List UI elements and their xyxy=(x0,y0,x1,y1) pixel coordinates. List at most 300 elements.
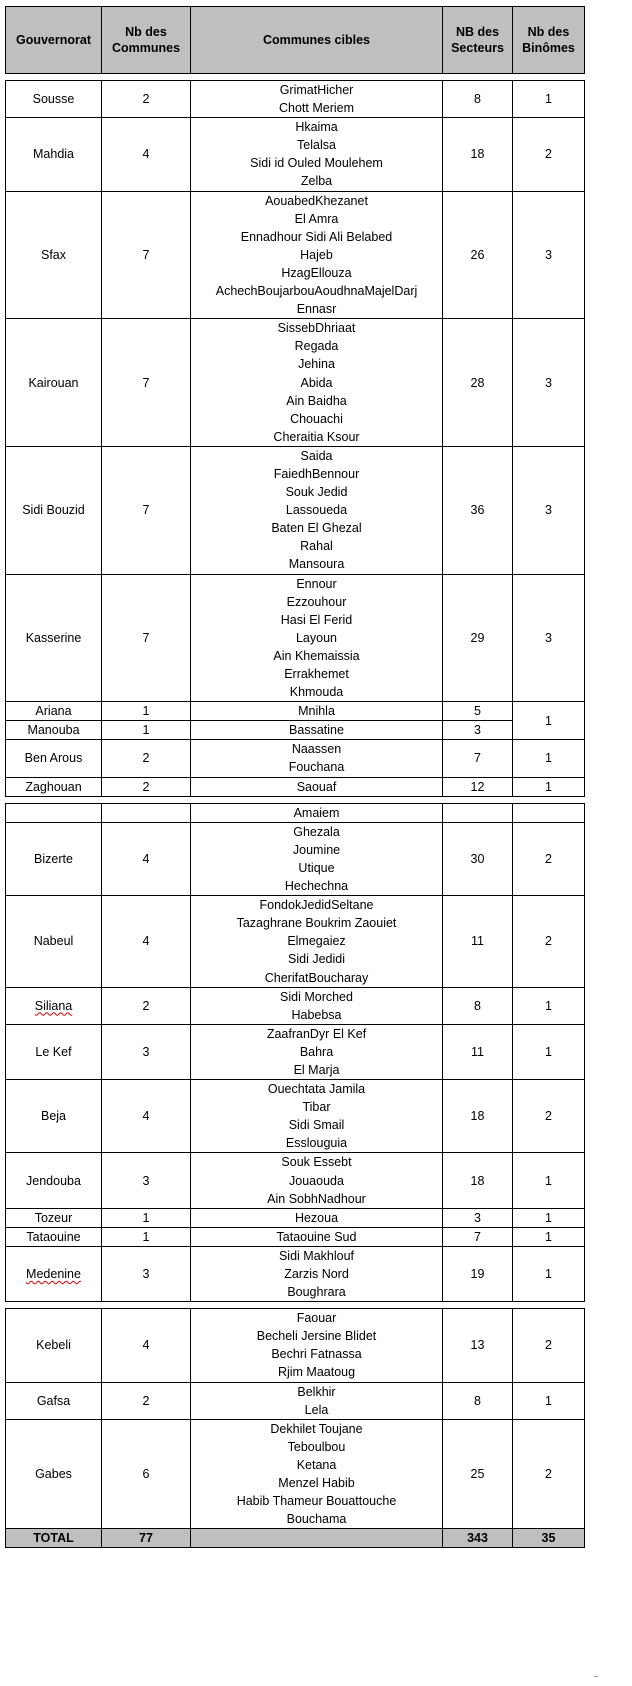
nb-binomes-cell xyxy=(513,822,585,895)
nb-binomes-cell-text: 1 xyxy=(545,779,552,794)
nb-binomes-cell xyxy=(513,740,585,777)
nb-binomes-cell xyxy=(513,777,585,796)
commune-name: ZaafranDyr El Kef xyxy=(266,1026,367,1041)
commune-name: Abida xyxy=(300,375,333,390)
nb-secteurs-cell xyxy=(443,1246,513,1301)
commune-name: Ghezala xyxy=(293,824,340,839)
gouvernorat-cell xyxy=(6,702,102,721)
table-row xyxy=(6,1227,585,1246)
commune-name: Ouechtata Jamila xyxy=(267,1082,366,1097)
commune-name: Khmouda xyxy=(289,685,344,700)
nb-secteurs-cell xyxy=(443,81,513,118)
nb-communes-cell-text: 2 xyxy=(142,92,150,107)
communes-cibles-cell xyxy=(191,803,443,822)
commune-name: Lassoueda xyxy=(285,503,348,518)
table-row xyxy=(6,803,585,822)
commune-name: HzagEllouza xyxy=(281,265,352,280)
nb-secteurs-cell-text: 7 xyxy=(474,1229,481,1244)
total-row xyxy=(6,1529,585,1548)
commune-name: Sidi Jedidi xyxy=(288,952,345,967)
commune-name: El Amra xyxy=(294,211,339,226)
nb-secteurs-cell-text: 30 xyxy=(470,851,485,866)
nb-secteurs-cell-text: 8 xyxy=(474,92,481,107)
nb-communes-cell xyxy=(102,1208,191,1227)
header-nb-secteurs-line2: Secteurs xyxy=(451,41,504,55)
gouvernorat-cell xyxy=(6,81,102,118)
gouvernorat-cell xyxy=(6,118,102,191)
commune-name: Bechri Fatnassa xyxy=(271,1347,362,1362)
nb-secteurs-cell xyxy=(443,702,513,721)
nb-binomes-cell xyxy=(513,987,585,1024)
nb-binomes-cell-text: 1 xyxy=(545,713,552,728)
communes-cibles-cell xyxy=(191,1246,443,1301)
nb-binomes-cell-text: 1 xyxy=(545,1173,552,1188)
nb-communes-cell-text: 1 xyxy=(142,723,150,738)
gouvernorat-cell xyxy=(6,446,102,574)
communes-cibles-cell xyxy=(191,1227,443,1246)
gouvernorat-cell xyxy=(6,1208,102,1227)
nb-communes-cell xyxy=(102,803,191,822)
nb-secteurs-cell-text: 29 xyxy=(470,630,485,645)
nb-secteurs-cell-text: 25 xyxy=(470,1466,485,1481)
commune-name: Ain SobhNadhour xyxy=(267,1191,366,1206)
table-row xyxy=(6,319,585,447)
commune-name: Sidi Morched xyxy=(280,989,353,1004)
nb-binomes-cell-text: 1 xyxy=(545,1393,552,1408)
nb-binomes-cell-text: 3 xyxy=(545,247,552,262)
gouvernorat-cell xyxy=(6,1024,102,1079)
commune-name: Joumine xyxy=(292,842,341,857)
nb-secteurs-cell xyxy=(443,118,513,191)
communes-cibles-cell xyxy=(191,1208,443,1227)
nb-secteurs-cell-text: 36 xyxy=(470,503,485,518)
commune-name: Hechechna xyxy=(284,879,349,894)
commune-name: Faouar xyxy=(296,1311,337,1326)
nb-communes-cell-text: 4 xyxy=(142,934,150,949)
nb-communes-cell xyxy=(102,702,191,721)
nb-binomes-cell xyxy=(513,1208,585,1227)
nb-communes-cell xyxy=(102,740,191,777)
nb-secteurs-cell xyxy=(443,1227,513,1246)
commune-name: Sidi Smail xyxy=(288,1118,345,1133)
nb-communes-cell xyxy=(102,191,191,319)
gouvernorat-cell xyxy=(6,803,102,822)
header-gouvernorat: Gouvernorat xyxy=(6,7,102,74)
commune-name: Zelba xyxy=(300,174,333,189)
table-row xyxy=(6,118,585,191)
gouvernorat-cell xyxy=(6,1080,102,1153)
gouvernorat-cell xyxy=(6,191,102,319)
commune-name: Naassen xyxy=(291,742,342,757)
nb-secteurs-cell xyxy=(443,803,513,822)
gouvernorat-cell-text: Sidi Bouzid xyxy=(22,503,85,518)
communes-cibles-cell xyxy=(191,319,443,447)
nb-binomes-cell-text: 1 xyxy=(545,1229,552,1244)
nb-binomes-cell xyxy=(513,803,585,822)
nb-binomes-cell xyxy=(513,574,585,702)
gouvernorat-cell-text: Ariana xyxy=(35,704,72,719)
nb-communes-cell xyxy=(102,446,191,574)
commune-name: Mnihla xyxy=(298,704,335,719)
data-table xyxy=(5,6,585,1548)
nb-communes-cell xyxy=(102,1227,191,1246)
total-nb-communes: 77 xyxy=(102,1529,191,1548)
commune-name: Lela xyxy=(304,1402,329,1417)
nb-binomes-cell xyxy=(513,1246,585,1301)
total-nb-secteurs: 343 xyxy=(443,1529,513,1548)
gouvernorat-cell-text: Manouba xyxy=(27,723,80,738)
communes-cibles-cell xyxy=(191,896,443,987)
nb-binomes-cell-text: 3 xyxy=(545,630,552,645)
commune-name: Bouchama xyxy=(286,1512,347,1527)
commune-name: Souk Essebt xyxy=(281,1155,352,1170)
nb-secteurs-cell xyxy=(443,319,513,447)
communes-cibles-cell xyxy=(191,81,443,118)
nb-secteurs-cell-text: 8 xyxy=(474,998,481,1013)
communes-cibles-cell xyxy=(191,740,443,777)
gouvernorat-cell-text: Siliana xyxy=(34,998,73,1013)
header-communes-cibles: Communes cibles xyxy=(191,7,443,74)
header-nb-binomes-line2: Binômes xyxy=(522,41,575,55)
nb-communes-cell xyxy=(102,118,191,191)
nb-binomes-cell-text: 1 xyxy=(545,998,552,1013)
total-label: TOTAL xyxy=(6,1529,102,1548)
nb-communes-cell-text: 1 xyxy=(142,1229,150,1244)
nb-binomes-cell xyxy=(513,1419,585,1529)
gouvernorat-cell xyxy=(6,777,102,796)
nb-binomes-cell-text: 1 xyxy=(545,1044,552,1059)
nb-communes-cell-text: 7 xyxy=(142,375,150,390)
nb-communes-cell xyxy=(102,987,191,1024)
gouvernorat-cell-text: Le Kef xyxy=(35,1044,72,1059)
nb-secteurs-cell xyxy=(443,777,513,796)
nb-communes-cell-text: 3 xyxy=(142,1044,150,1059)
table-row xyxy=(6,1246,585,1301)
gouvernorat-cell-text: Tozeur xyxy=(34,1210,73,1225)
nb-communes-cell-text: 2 xyxy=(142,1393,150,1408)
header-nb-communes xyxy=(102,7,191,74)
nb-secteurs-cell xyxy=(443,721,513,740)
nb-binomes-cell-text: 1 xyxy=(545,1267,552,1281)
communes-cibles-cell xyxy=(191,1309,443,1382)
nb-secteurs-cell xyxy=(443,446,513,574)
nb-secteurs-cell-text: 11 xyxy=(471,1044,484,1059)
nb-secteurs-cell-text: 5 xyxy=(474,704,481,719)
commune-name: Chott Meriem xyxy=(278,101,355,116)
commune-name: Teboulbou xyxy=(287,1439,346,1454)
nb-binomes-cell xyxy=(513,1227,585,1246)
commune-name: Rahal xyxy=(300,539,333,554)
communes-cibles-cell xyxy=(191,446,443,574)
commune-name: Bahra xyxy=(299,1044,334,1059)
nb-communes-cell xyxy=(102,777,191,796)
header-nb-secteurs-line1: NB des xyxy=(455,25,500,39)
commune-name: Dekhilet Toujane xyxy=(270,1421,363,1436)
nb-communes-cell xyxy=(102,1080,191,1153)
nb-binomes-cell xyxy=(513,1382,585,1419)
commune-name: Ennour xyxy=(296,576,337,591)
header-nb-communes-line1: Nb des xyxy=(125,25,167,39)
communes-cibles-cell xyxy=(191,1080,443,1153)
nb-binomes-cell-text: 2 xyxy=(545,1466,552,1481)
nb-communes-cell xyxy=(102,1382,191,1419)
nb-binomes-cell-text: 1 xyxy=(545,1210,552,1225)
commune-name: Telalsa xyxy=(297,138,336,153)
table-row xyxy=(6,702,585,721)
nb-binomes-cell xyxy=(513,1024,585,1079)
communes-cibles-cell xyxy=(191,191,443,319)
nb-secteurs-cell-text: 12 xyxy=(470,779,485,794)
gouvernorat-cell xyxy=(6,1227,102,1246)
nb-secteurs-cell xyxy=(443,1208,513,1227)
gouvernorat-cell xyxy=(6,1153,102,1208)
commune-name: Amaiem xyxy=(293,805,340,820)
gouvernorat-cell-text: Sfax xyxy=(40,247,66,262)
table-row xyxy=(6,740,585,777)
nb-communes-cell-text: 7 xyxy=(142,247,150,262)
commune-name: Rjim Maatoug xyxy=(277,1365,356,1380)
nb-communes-cell xyxy=(102,319,191,447)
nb-communes-cell-text: 4 xyxy=(142,147,150,162)
commune-name: Jehina xyxy=(298,357,335,372)
commune-name: Habebsa xyxy=(291,1007,342,1022)
gouvernorat-cell-text: Gafsa xyxy=(36,1393,71,1408)
nb-secteurs-cell xyxy=(443,1419,513,1529)
commune-name: Ennasr xyxy=(296,302,337,317)
communes-cibles-cell xyxy=(191,1024,443,1079)
gouvernorat-cell-text: Mahdia xyxy=(33,147,74,162)
nb-secteurs-cell xyxy=(443,987,513,1024)
section-gap xyxy=(6,796,585,803)
commune-name: Saouaf xyxy=(296,779,337,794)
commune-name: El Marja xyxy=(293,1062,340,1077)
nb-communes-cell-text: 2 xyxy=(142,998,150,1013)
total-nb-binomes: 35 xyxy=(513,1529,585,1548)
commune-name: Esslouguia xyxy=(285,1136,348,1151)
gouvernorat-cell-text: Ben Arous xyxy=(24,751,83,766)
gouvernorat-cell-text: Kebeli xyxy=(36,1338,71,1353)
communes-cibles-cell xyxy=(191,777,443,796)
nb-communes-cell xyxy=(102,81,191,118)
nb-secteurs-cell xyxy=(443,1153,513,1208)
header-row xyxy=(6,7,585,74)
nb-binomes-cell xyxy=(513,896,585,987)
nb-communes-cell-text: 2 xyxy=(142,779,150,794)
commune-name: Jouaouda xyxy=(289,1173,344,1188)
gouvernorat-cell xyxy=(6,896,102,987)
header-nb-communes-line2: Communes xyxy=(111,41,181,55)
communes-cibles-cell xyxy=(191,1153,443,1208)
gouvernorat-cell xyxy=(6,721,102,740)
commune-name: Ennadhour Sidi Ali Belabed xyxy=(240,229,393,244)
nb-communes-cell-text: 1 xyxy=(142,1210,150,1225)
nb-communes-cell-text: 6 xyxy=(142,1466,150,1481)
commune-name: Errakhemet xyxy=(284,667,349,681)
commune-name: Ezzouhour xyxy=(286,594,347,609)
nb-secteurs-cell-text: 8 xyxy=(474,1393,481,1408)
nb-secteurs-cell-text: 26 xyxy=(470,247,485,262)
nb-binomes-cell-text: 3 xyxy=(545,375,552,390)
table-row xyxy=(6,1153,585,1208)
gouvernorat-cell xyxy=(6,740,102,777)
nb-secteurs-cell-text: 7 xyxy=(474,751,481,766)
nb-communes-cell-text: 7 xyxy=(142,630,150,645)
nb-communes-cell-text: 3 xyxy=(142,1173,150,1188)
table-row xyxy=(6,777,585,796)
gouvernorat-cell xyxy=(6,319,102,447)
table-row xyxy=(6,1382,585,1419)
commune-name: Utique xyxy=(298,860,335,875)
nb-secteurs-cell xyxy=(443,574,513,702)
commune-name: Tazaghrane Boukrim Zaouiet xyxy=(236,916,397,931)
commune-name: Layoun xyxy=(295,630,337,645)
commune-name: Saida xyxy=(300,448,333,463)
table-row xyxy=(6,446,585,574)
commune-name: FondokJedidSeltane xyxy=(259,898,374,913)
communes-cibles-cell xyxy=(191,1382,443,1419)
commune-name: FaiedhBennour xyxy=(273,466,360,481)
header-nb-binomes xyxy=(513,7,585,74)
commune-name: Menzel Habib xyxy=(278,1476,355,1491)
gouvernorat-cell xyxy=(6,822,102,895)
commune-name: Elmegaiez xyxy=(287,934,346,949)
header-gap xyxy=(6,74,585,81)
gouvernorat-cell-text: Sousse xyxy=(32,92,75,107)
communes-cibles-cell xyxy=(191,721,443,740)
commune-name: Habib Thameur Bouattouche xyxy=(236,1494,397,1509)
commune-name: Boughrara xyxy=(287,1285,346,1300)
nb-communes-cell xyxy=(102,574,191,702)
commune-name: Tibar xyxy=(302,1100,331,1115)
commune-name: Ketana xyxy=(296,1457,337,1472)
commune-name: Ain Baidha xyxy=(286,393,347,408)
table-row xyxy=(6,1080,585,1153)
nb-binomes-cell xyxy=(513,191,585,319)
commune-name: Chouachi xyxy=(290,411,343,426)
nb-secteurs-cell-text: 28 xyxy=(470,375,485,390)
nb-binomes-cell xyxy=(513,81,585,118)
nb-communes-cell xyxy=(102,1309,191,1382)
nb-binomes-cell-text: 2 xyxy=(545,934,552,949)
commune-name: Hkaima xyxy=(295,120,338,135)
commune-name: Hezoua xyxy=(294,1210,339,1225)
commune-name: SissebDhriaat xyxy=(277,321,356,336)
nb-binomes-cell xyxy=(513,446,585,574)
nb-communes-cell xyxy=(102,896,191,987)
nb-communes-cell xyxy=(102,1246,191,1301)
gouvernorat-cell-text: Medenine xyxy=(26,1267,81,1281)
commune-name: Regada xyxy=(294,339,339,354)
commune-name: Hasi El Ferid xyxy=(280,612,353,627)
gouvernorat-cell xyxy=(6,1246,102,1301)
nb-binomes-cell xyxy=(513,1080,585,1153)
table-row xyxy=(6,721,585,740)
gouvernorat-cell-text: Zaghouan xyxy=(25,779,82,794)
commune-name: Mansoura xyxy=(288,557,345,572)
section-gap xyxy=(6,1302,585,1309)
nb-communes-cell-text: 1 xyxy=(142,704,150,719)
nb-secteurs-cell-text: 3 xyxy=(474,723,481,738)
gouvernorat-cell xyxy=(6,1309,102,1382)
commune-name: Souk Jedid xyxy=(285,485,348,500)
gouvernorat-cell-text: Beja xyxy=(40,1109,67,1124)
nb-communes-cell-text: 2 xyxy=(142,751,150,766)
nb-communes-cell xyxy=(102,1419,191,1529)
table-row xyxy=(6,1419,585,1529)
commune-name: Hajeb xyxy=(300,247,333,262)
table-row xyxy=(6,896,585,987)
commune-name: AchechBoujarbouAoudhnaMajelDarj xyxy=(215,284,418,299)
nb-secteurs-cell-text: 18 xyxy=(470,147,485,162)
commune-name: Zarzis Nord xyxy=(284,1267,349,1281)
gouvernorat-cell xyxy=(6,574,102,702)
communes-cibles-cell xyxy=(191,822,443,895)
commune-name: Sidi Makhlouf xyxy=(278,1248,355,1263)
gouvernorat-cell xyxy=(6,1419,102,1529)
table-row xyxy=(6,81,585,118)
nb-binomes-cell-text: 1 xyxy=(545,751,552,766)
total-communes-cibles xyxy=(191,1529,443,1548)
nb-secteurs-cell xyxy=(443,1309,513,1382)
nb-communes-cell-text: 3 xyxy=(142,1267,150,1281)
gouvernorat-cell-text: Jendouba xyxy=(26,1173,81,1188)
nb-binomes-cell-text: 3 xyxy=(545,503,552,518)
gouvernorat-cell xyxy=(6,987,102,1024)
commune-name: Tataouine Sud xyxy=(276,1229,357,1244)
nb-binomes-cell xyxy=(513,702,585,740)
commune-name: Ain Khemaissia xyxy=(273,648,360,663)
data-table-container xyxy=(5,6,584,1548)
header-nb-binomes-line1: Nb des xyxy=(527,25,570,39)
nb-secteurs-cell xyxy=(443,1080,513,1153)
commune-name: Cheraitia Ksour xyxy=(273,429,360,444)
gouvernorat-cell-text: Gabes xyxy=(35,1466,72,1481)
nb-secteurs-cell-text: 11 xyxy=(471,934,484,949)
commune-name: Belkhir xyxy=(297,1384,336,1399)
commune-name: CherifatBoucharay xyxy=(264,970,369,985)
nb-secteurs-cell-text: 18 xyxy=(470,1173,485,1188)
nb-secteurs-cell xyxy=(443,896,513,987)
table-row xyxy=(6,1208,585,1227)
gouvernorat-cell-text: Kairouan xyxy=(28,375,79,390)
table-row xyxy=(6,987,585,1024)
table-row xyxy=(6,1309,585,1382)
communes-cibles-cell xyxy=(191,987,443,1024)
commune-name: Sidi id Ouled Moulehem xyxy=(250,156,383,171)
nb-secteurs-cell-text: 13 xyxy=(470,1338,485,1353)
nb-binomes-cell-text: 2 xyxy=(545,1109,552,1124)
nb-secteurs-cell xyxy=(443,191,513,319)
nb-binomes-cell xyxy=(513,1309,585,1382)
nb-communes-cell xyxy=(102,822,191,895)
gouvernorat-cell-text: Nabeul xyxy=(33,934,74,949)
commune-name: AouabedKhezanet xyxy=(265,193,368,208)
commune-name: Bassatine xyxy=(289,723,344,738)
nb-secteurs-cell-text: 3 xyxy=(474,1210,481,1225)
commune-name: Baten El Ghezal xyxy=(271,521,362,536)
nb-secteurs-cell-text: 18 xyxy=(470,1109,485,1124)
communes-cibles-cell xyxy=(191,574,443,702)
communes-cibles-cell xyxy=(191,702,443,721)
table-row xyxy=(6,574,585,702)
commune-name: Fouchana xyxy=(288,760,345,775)
nb-communes-cell xyxy=(102,1153,191,1208)
gouvernorat-cell xyxy=(6,1382,102,1419)
nb-binomes-cell-text: 2 xyxy=(545,851,552,866)
nb-binomes-cell-text: 1 xyxy=(545,92,552,107)
nb-secteurs-cell xyxy=(443,1382,513,1419)
gouvernorat-cell-text: Bizerte xyxy=(34,851,73,866)
